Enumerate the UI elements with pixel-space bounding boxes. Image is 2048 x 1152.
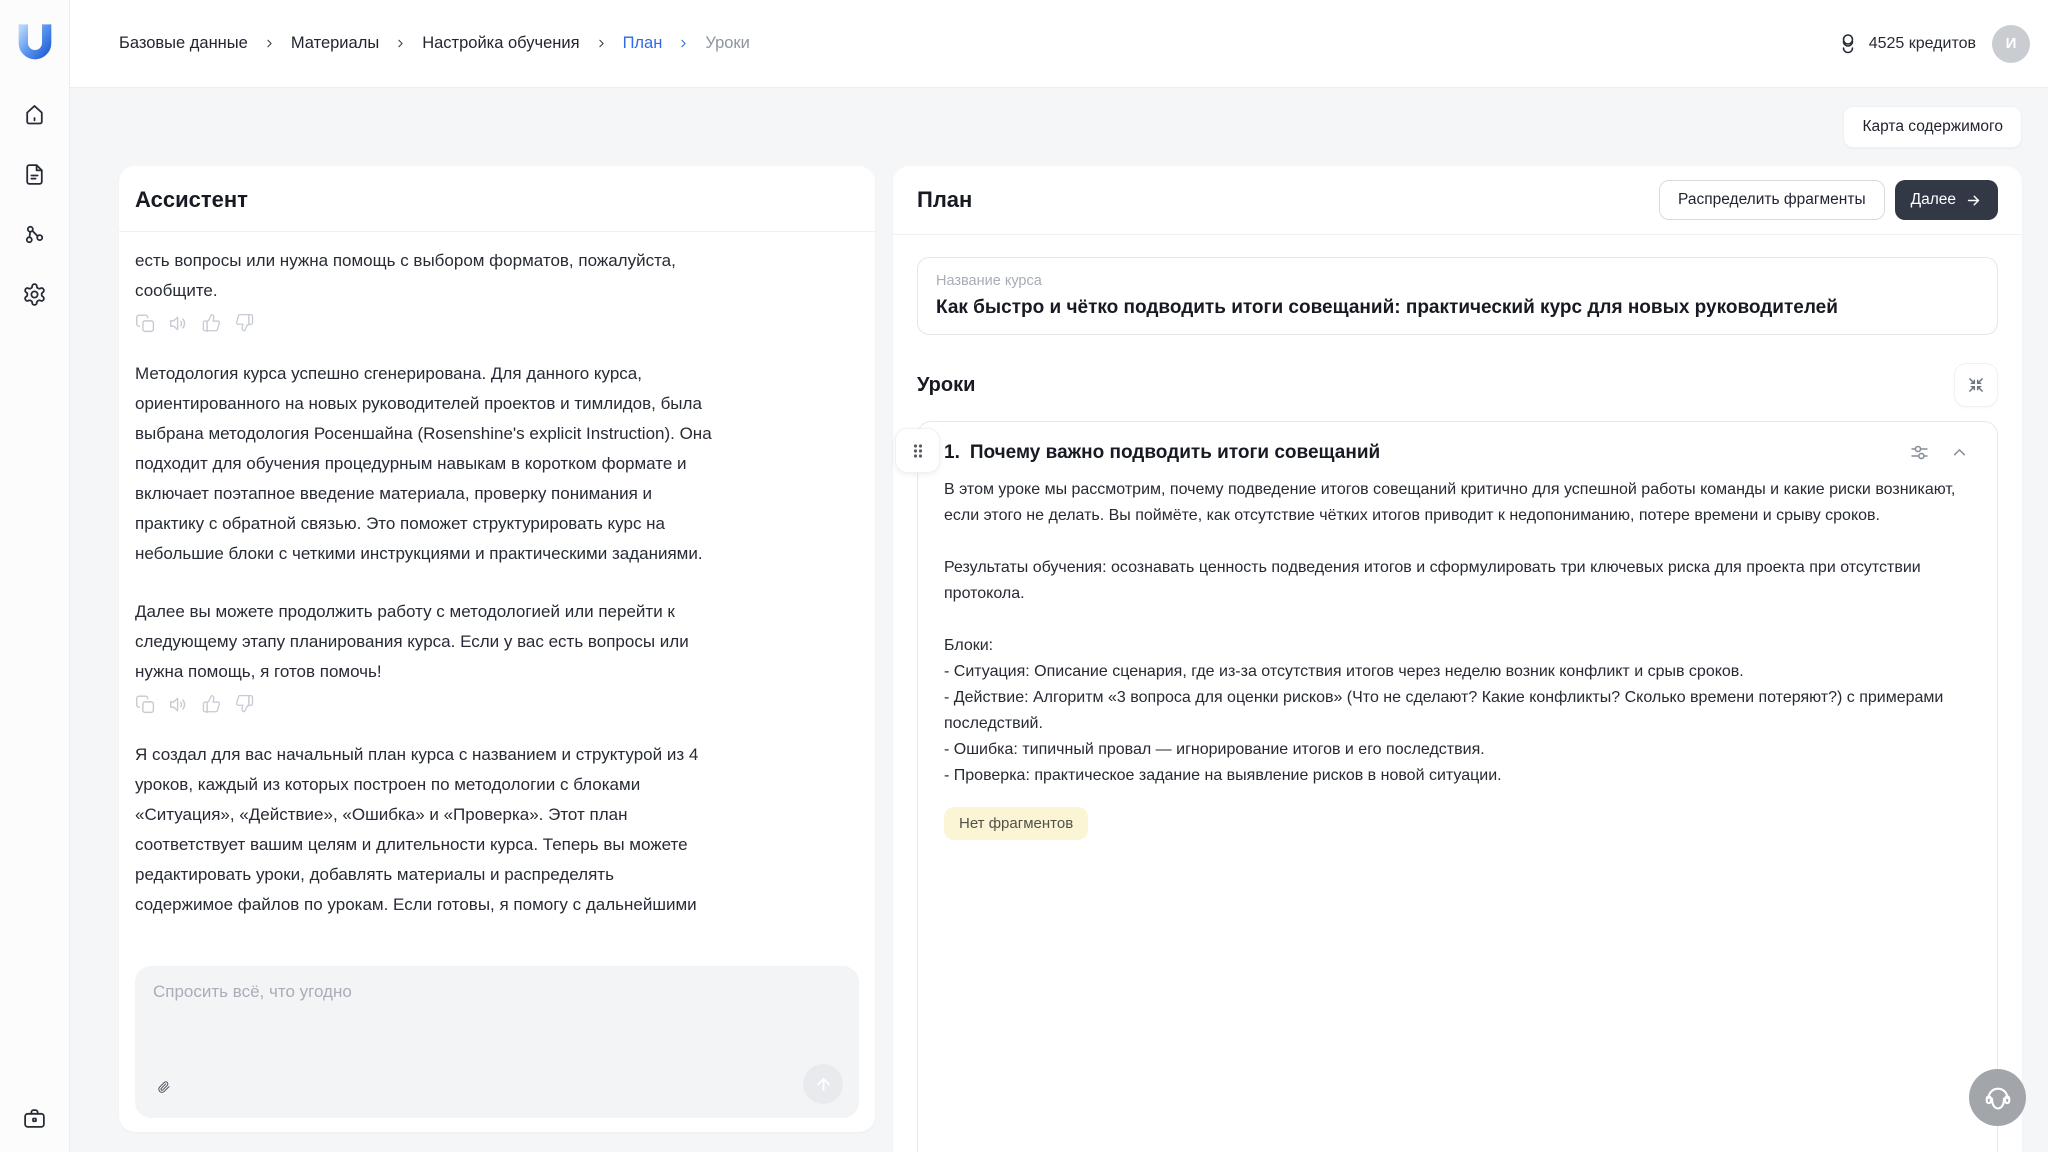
course-name-label: Название курса [936, 273, 1042, 289]
sidebar-item-flow[interactable] [21, 220, 49, 248]
chevron-up-icon [1949, 442, 1970, 463]
breadcrumb [119, 34, 750, 53]
course-name-value: Как быстро и чётко подводить итоги совещаний: практический курс для новых руководителей [936, 297, 1838, 318]
assistant-title: Ассистент [119, 166, 875, 232]
lesson-block-check: - Проверка: практическое задание на выявление рисков в новой ситуации. [944, 767, 1502, 784]
lesson-number: 1. [944, 442, 960, 463]
chevron-right-icon [394, 37, 407, 50]
next-button-label: Далее [1910, 191, 1956, 208]
message-text: Методология курса успешно сгенерирована. Для данного курса, ориентированного на новых руководителей проектов и тимлидов, была выбрана методология Росеншайна (Rosenshine's explicit Instruction). Она подходит для обучения процедурным навыкам в коротком формате и включает поэтапное введение материала, проверку понимания и практику с обратной связью. Это поможет структурировать курс на небольшие блоки с четкими инструкциями и практическими заданиями. [135, 364, 712, 563]
spacer [944, 607, 1971, 633]
chevron-right-icon [263, 37, 276, 50]
lesson-block-situation: - Ситуация: Описание сценария, где из-за отсутствия итогов через неделю возник конфликт и срыв сроков. [944, 663, 1744, 680]
chat-input[interactable] [153, 982, 841, 1052]
topbar-right [1836, 25, 2030, 63]
chevron-right-icon [677, 37, 690, 50]
no-fragments-badge: Нет фрагментов [944, 807, 1088, 840]
top-bar [70, 0, 2048, 88]
thumbs-up-icon[interactable] [201, 313, 223, 335]
gear-icon [22, 282, 47, 307]
lesson-block-action: - Действие: Алгоритм «3 вопроса для оценки рисков» (Что не сделают? Какие конфликты? Сколько времени потеряют?) с примерами последствий. [944, 689, 1944, 732]
panels [119, 166, 2022, 1152]
lesson-intro: В этом уроке мы рассмотрим, почему подведение итогов совещаний критично для успешной работы команды и какие риски возникают, если этого не делать. Вы поймёте, как отсутствие чётких итогов приводит к недопониманию, потере времени и срыву сроков. [944, 481, 1956, 524]
credits-counter[interactable] [1836, 32, 1976, 56]
lessons-title: Уроки [917, 373, 976, 396]
arrow-up-icon [814, 1075, 833, 1094]
breadcrumb-materials[interactable]: Материалы [290, 34, 380, 52]
app-logo[interactable] [14, 12, 56, 74]
plan-panel [893, 166, 2022, 1152]
map-row [119, 88, 2022, 166]
message-text: есть вопросы или нужна помощь с выбором форматов, пожалуйста, сообщите. [135, 251, 676, 300]
lesson-block-mistake: - Ошибка: типичный провал — игнорирование итогов и его последствия. [944, 741, 1485, 758]
breadcrumb-training-setup[interactable]: Настройка обучения [422, 34, 580, 52]
paperclip-icon[interactable] [153, 1076, 179, 1102]
lessons-header [917, 363, 1998, 407]
lesson-description [944, 477, 1971, 789]
content-map-button[interactable]: Карта содержимого [1843, 106, 2022, 148]
sidebar-item-home[interactable] [21, 100, 49, 128]
coins-icon [1836, 32, 1860, 56]
assistant-message [135, 359, 715, 687]
thumbs-down-icon[interactable] [234, 313, 256, 335]
lesson-blocks-label: Блоки: [944, 637, 994, 654]
thumbs-down-icon[interactable] [234, 694, 256, 716]
flow-icon [22, 222, 47, 247]
lesson-settings-icon[interactable] [1909, 442, 1931, 464]
sidebar [0, 0, 70, 1152]
lesson-actions [1909, 442, 1971, 464]
main-area [70, 88, 2048, 1152]
chat-message-list[interactable] [119, 232, 875, 954]
assistant-panel [119, 166, 875, 1132]
breadcrumb-basic-data[interactable]: Базовые данные [119, 34, 248, 52]
message-text: Далее вы можете продолжить работу с методологией или перейти к следующему этапу планирования курса. Если у вас есть вопросы или нужна помощь, я готов помочь! [135, 602, 689, 681]
arrow-right-icon [1965, 192, 1982, 209]
lesson-title-text: Почему важно подводить итоги совещаний [969, 442, 1381, 463]
message-actions [135, 313, 715, 335]
lesson-collapse-icon[interactable] [1949, 442, 1971, 464]
home-icon [22, 102, 47, 127]
drag-handle[interactable] [895, 428, 940, 473]
breadcrumb-plan[interactable]: План [622, 34, 663, 52]
plan-header-actions [1659, 180, 1998, 220]
copy-icon[interactable] [135, 694, 157, 716]
chevron-right-icon [595, 37, 608, 50]
collapse-arrows-icon [1966, 375, 1986, 395]
plan-header [893, 166, 2022, 235]
message-actions [135, 694, 715, 716]
briefcase-icon [22, 1106, 47, 1131]
plan-body [893, 235, 2022, 1152]
course-name-field[interactable] [917, 257, 1998, 335]
send-button[interactable] [803, 1064, 843, 1104]
document-icon [22, 162, 47, 187]
lesson-title [944, 442, 1380, 464]
assistant-message [135, 740, 715, 920]
distribute-fragments-button[interactable]: Распределить фрагменты [1659, 180, 1885, 220]
drag-dots-icon [908, 441, 928, 461]
message-text: Я создал для вас начальный план курса с названием и структурой из 4 уроков, каждый из которых построен по методологии с блоками «Ситуация», «Действие», «Ошибка» и «Проверка». Этот план соответствует вашим целям и длительности курса. Теперь вы можете редактировать уроки, добавлять материалы и распределять содержимое файлов по урокам. Если готовы, я помогу с дальнейшими [135, 745, 699, 914]
sidebar-nav [21, 100, 49, 308]
sidebar-item-settings[interactable] [21, 280, 49, 308]
lesson-outcomes: Результаты обучения: осознавать ценность подведения итогов и сформулировать три ключевых риска для проекта при отсутствии протокола. [944, 559, 1921, 602]
chat-composer[interactable] [135, 966, 859, 1118]
copy-icon[interactable] [135, 313, 157, 335]
collapse-all-button[interactable] [1954, 363, 1998, 407]
read-aloud-icon[interactable] [168, 313, 190, 335]
credits-label: 4525 кредитов [1868, 34, 1976, 52]
sidebar-item-materials[interactable] [21, 160, 49, 188]
breadcrumb-lessons[interactable]: Уроки [705, 34, 750, 52]
sidebar-item-workspace[interactable] [21, 1104, 49, 1132]
lesson-title-row [944, 442, 1971, 464]
next-button[interactable] [1895, 180, 1998, 220]
headset-icon [1982, 1082, 2014, 1114]
read-aloud-icon[interactable] [168, 694, 190, 716]
thumbs-up-icon[interactable] [201, 694, 223, 716]
plan-title: План [917, 187, 973, 212]
avatar[interactable]: И [1992, 25, 2030, 63]
u-logo-icon [14, 20, 56, 66]
support-button[interactable] [1969, 1069, 2026, 1126]
assistant-message [135, 246, 715, 306]
spacer [944, 529, 1971, 555]
lesson-card[interactable] [917, 421, 1998, 1152]
sliders-icon [1909, 442, 1930, 463]
